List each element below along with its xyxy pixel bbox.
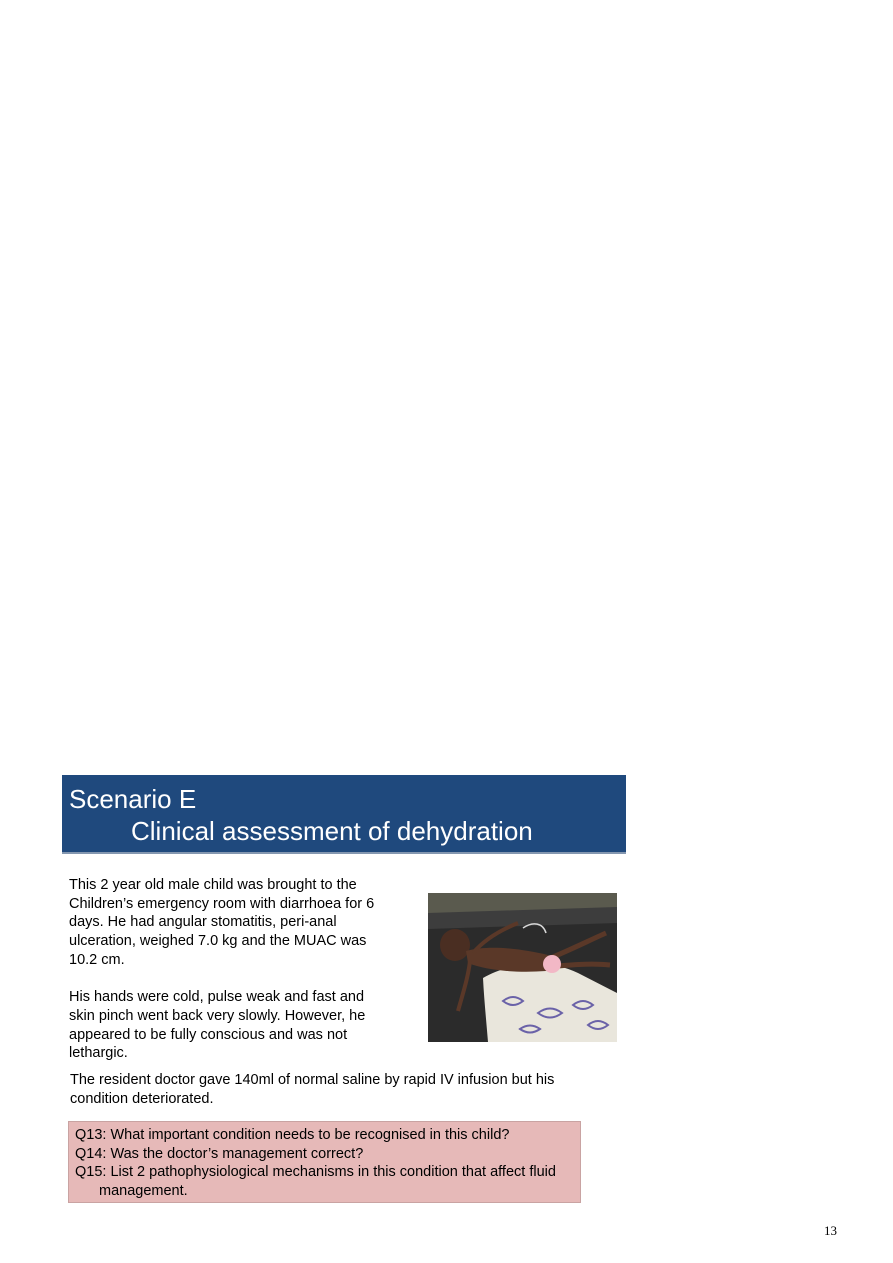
case-paragraph-examination: His hands were cold, pulse weak and fast and skin pinch went back very slowly. However, he appeared to be fully conscious and was not lethargic. (69, 989, 366, 1062)
patient-photo (428, 893, 617, 1042)
page-number: 13 (824, 1223, 837, 1238)
case-description (69, 876, 414, 1063)
case-paragraph-history: This 2 year old male child was brought to the Children’s emergency room with diarrhoea for 6 days. He had angular stomatitis, peri-anal ulceration, weighed 7.0 kg and the MUAC was 10.2 cm. (69, 877, 375, 968)
case-outcome: The resident doctor gave 140ml of normal saline by rapid IV infusion but his condition deteriorated. (70, 1072, 555, 1107)
questions-box (68, 1121, 581, 1203)
slide-header (62, 775, 626, 854)
slide-title: Scenario E (69, 784, 197, 814)
question-q13: Q13: What important condition needs to be recognised in this child? (75, 1127, 510, 1143)
patient-photo-illustration (428, 893, 617, 1042)
question-q15: Q15: List 2 pathophysiological mechanisms in this condition that affect fluid management. (75, 1164, 556, 1199)
slide-subtitle: Clinical assessment of dehydration (131, 816, 533, 846)
question-q14: Q14: Was the doctor’s management correct? (75, 1145, 364, 1162)
